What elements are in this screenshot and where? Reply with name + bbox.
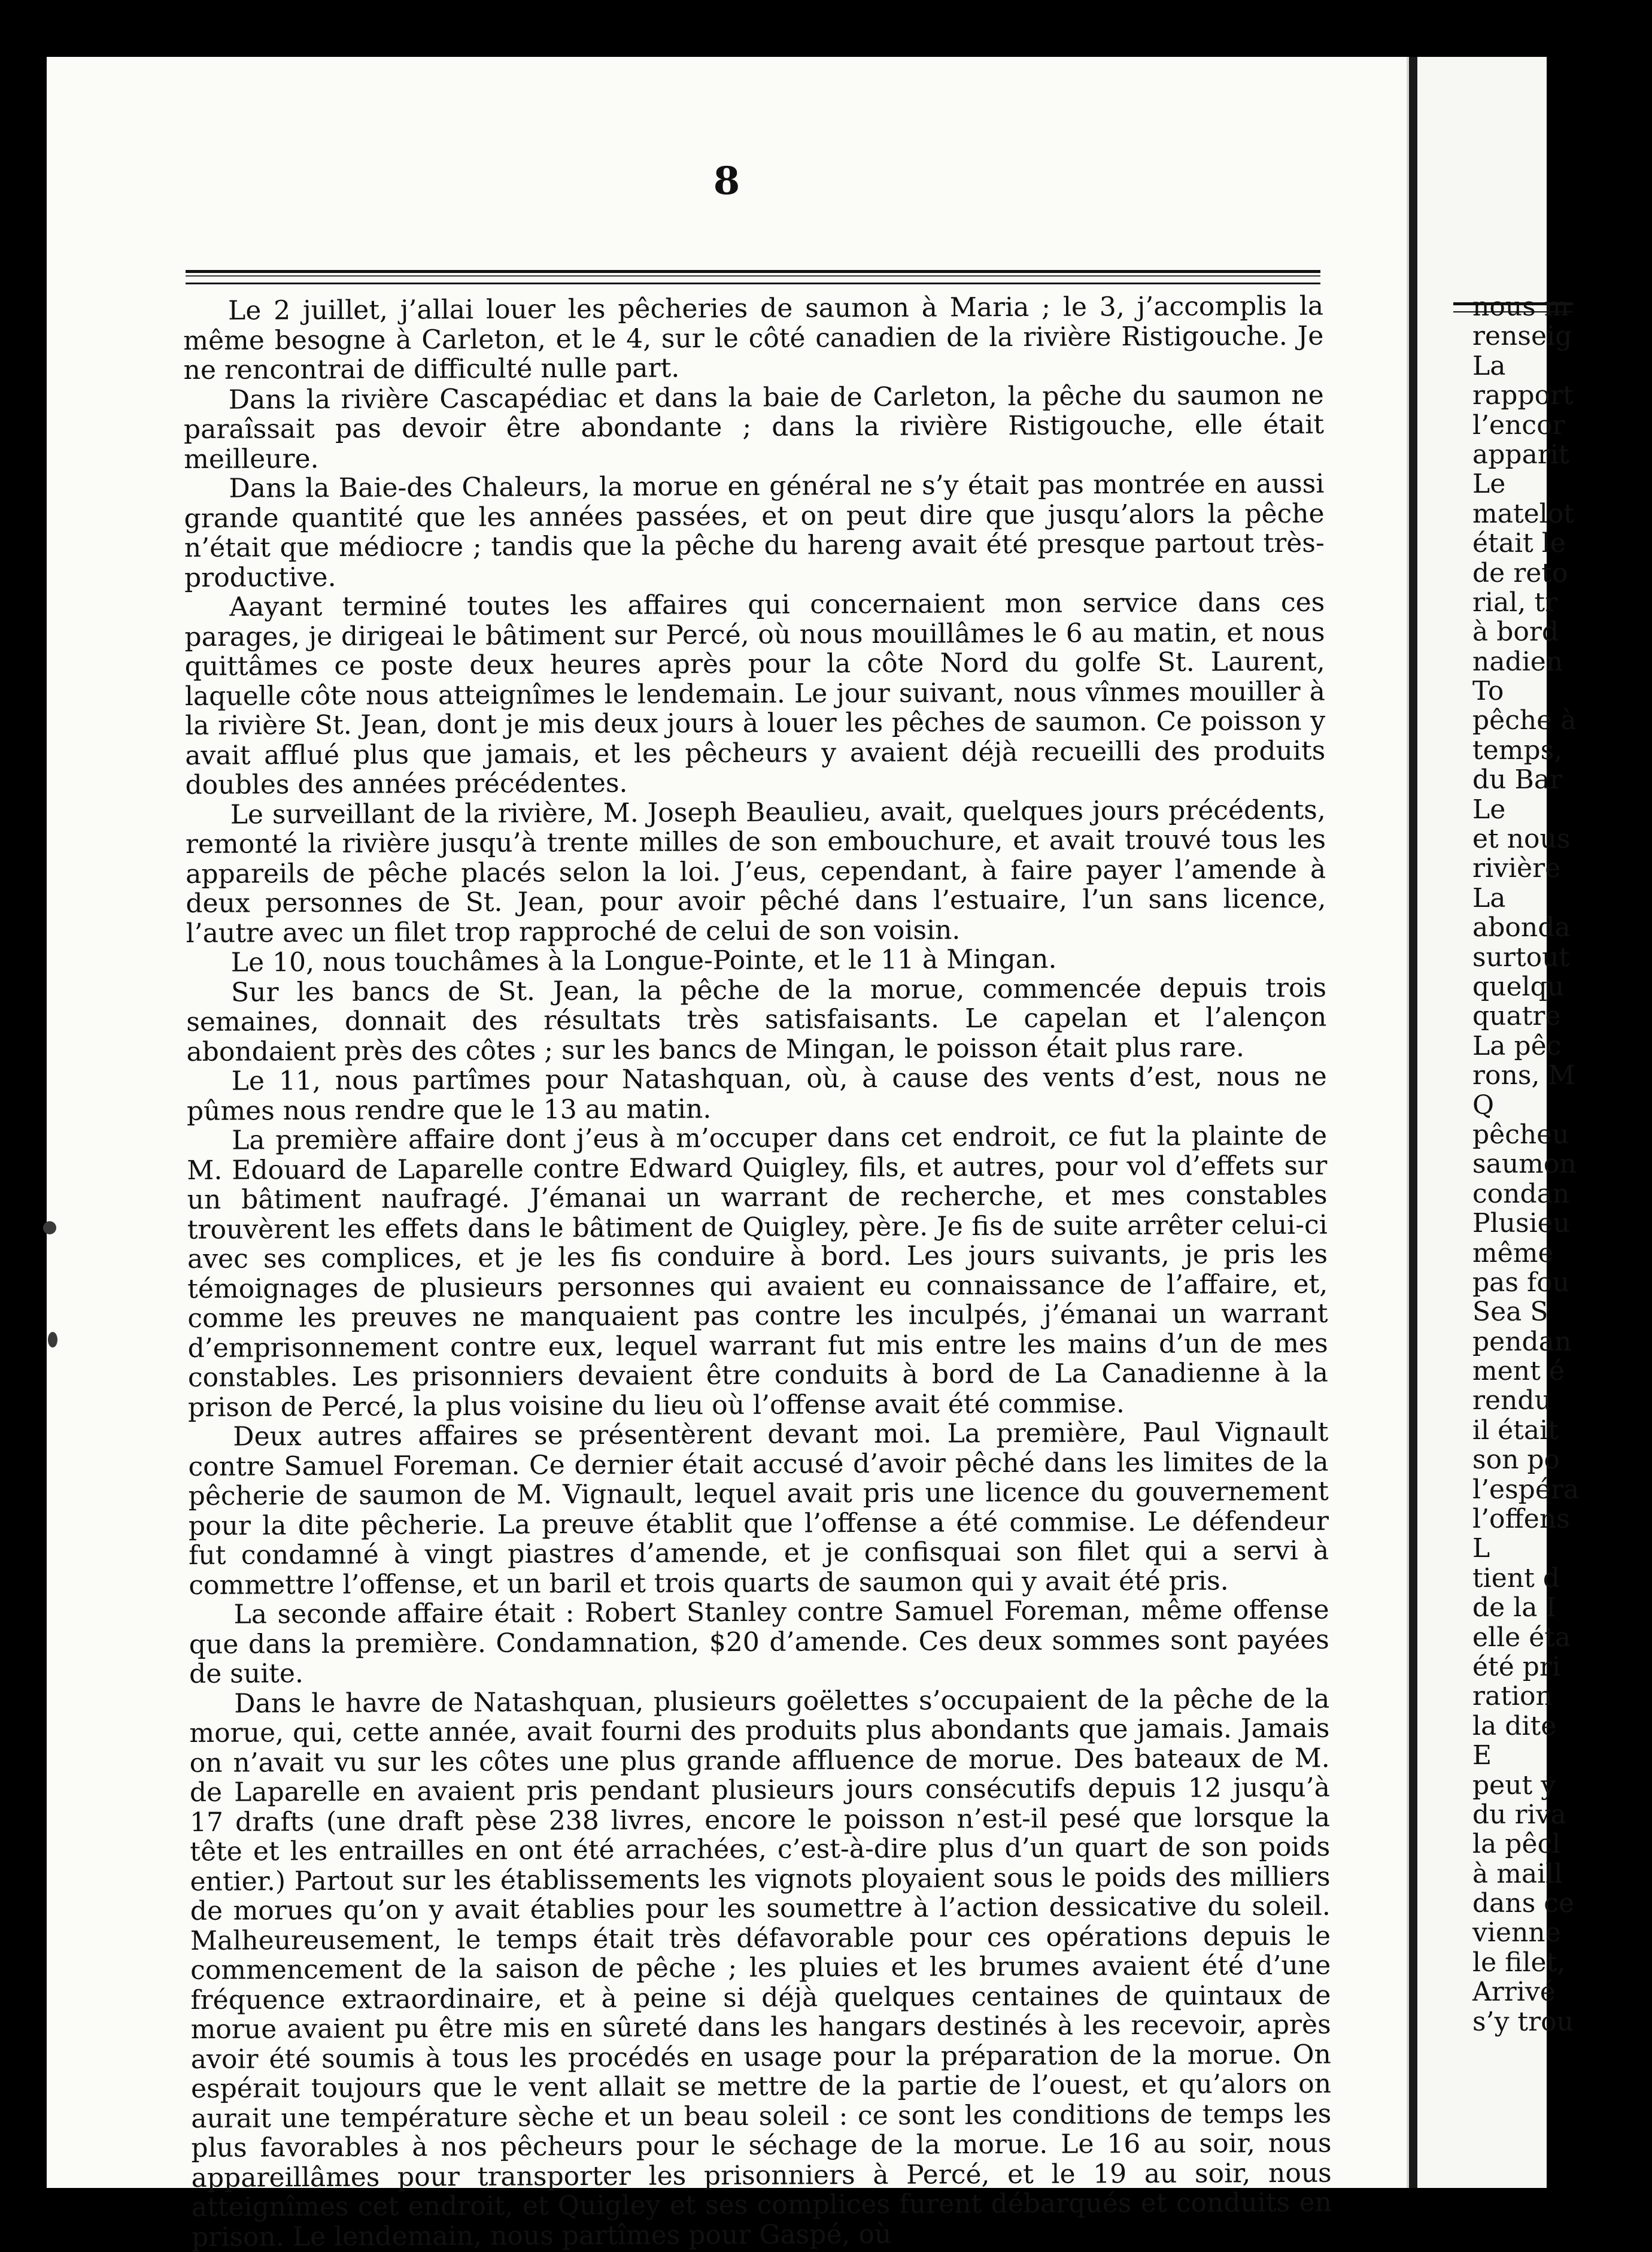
facing-page-line: temps,	[1472, 735, 1563, 766]
facing-page-line: Sea S	[1472, 1297, 1548, 1328]
facing-page-line: La	[1472, 882, 1506, 913]
facing-page-line: rons, M	[1472, 1060, 1575, 1091]
facing-page-line: surtout	[1472, 942, 1570, 973]
paragraph: Aayant terminé toutes les affaires qui concernaient mon service dans ces parages, je dirigeai le bâtiment sur Percé, où nous mouillâmes le 6 au matin, et nous quittâmes ce poste deux heures après pour la côte Nord du golfe St. Laurent, laquelle côte nous atteignîmes le lendemain. Le jour suivant, nous vînmes mouiller à la rivière St. Jean, dont je mis deux jours à louer les pêches de saumon. Ce poisson y avait afflué plus que jamais, et les pêcheurs y avaient déjà recueilli des produits doubles des années précédentes.	[184, 587, 1326, 800]
facing-page-line: abonda	[1472, 912, 1571, 943]
facing-page-line: pendan	[1472, 1326, 1572, 1357]
facing-page-line: à maill	[1472, 1858, 1563, 1889]
facing-page-line: été pri	[1472, 1651, 1561, 1682]
facing-page-line: à bord	[1472, 617, 1559, 648]
facing-page-line: Le	[1472, 794, 1506, 825]
facing-page-line: La pêc	[1472, 1030, 1562, 1061]
paragraph: Dans la Baie-des Chaleurs, la morue en général ne s’y était pas montrée en aussi grande quantité que les années passées, et on peut dire que jusqu’alors la pêche n’était que médiocre ; tandis que la pêche du hareng avait été presque partout très-productive.	[184, 468, 1325, 593]
facing-page-line: peut y	[1472, 1770, 1556, 1801]
book-page-left	[47, 57, 1409, 2252]
paragraph: Dans le havre de Natashquan, plusieurs goëlettes s’occupaient de la pêche de la morue, qui, cette année, avait fourni des produits plus abondants que jamais. Jamais on n’avait vu sur les côtes une plus grande affluence de morue. Des bateaux de M. de Laparelle en avaient pris pendant plusieurs jours consécutifs depuis 12 jusqu’à 17 drafts (une draft pèse 238 livres, encore le poisson n’est-il pesé que lorsque la tête et les entrailles en ont été arrachées, c’est-à-dire plus d’un quart de son poids entier.) Partout sur les établissements les vignots ployaient sous le poids des milliers de morues qu’on y avait établies pour les soumettre à l’action dessicative du soleil. Malheureusement, le temps était très défavorable pour ces opérations depuis le commencement de la saison de pêche ; les pluies et les brumes avaient été d’une fréquence extraordinaire, et à peine si déjà quelques centaines de quintaux de morue avaient pu être mis en sûreté dans les hangars destinés à les recevoir, après avoir été soumis à tous les procédés en usage pour la préparation de la morue. On espérait toujours que le vent allait se mettre de la partie de l’ouest, et qu’alors on aurait une température sèche et un beau soleil : ce sont les conditions de temps les plus favorables à nos pêcheurs pour le séchage de la morue. Le 16 au soir, nous appareillâmes pour transporter les prisonniers à Percé, et le 19 au soir, nous atteignîmes cet endroit, et Quigley et ses complices furent débarqués et conduits en prison. Le lendemain, nous partîmes pour Gaspé, où	[189, 1683, 1332, 2252]
facing-page-line: et nous	[1472, 824, 1571, 855]
facing-page-line: La	[1472, 350, 1506, 381]
facing-page-line: son po	[1472, 1444, 1560, 1476]
facing-page-line: pêche à	[1472, 705, 1577, 736]
facing-page-line: L	[1472, 1533, 1490, 1564]
paragraph: Le 10, nous touchâmes à la Longue-Pointe, et le 11 à Mingan.	[230, 943, 1057, 978]
book-page-right-edge	[1417, 57, 1580, 2188]
facing-page-line: le filet,	[1472, 1947, 1566, 1978]
facing-page-line: pas fou	[1472, 1267, 1570, 1298]
page-body-text	[183, 292, 1332, 2252]
facing-page-line: rial, tr	[1472, 587, 1558, 618]
facing-page-line: du Bar	[1472, 764, 1563, 796]
paragraph: La première affaire dont j’eus à m’occuper dans cet endroit, ce fut la plainte de M. Edouard de Laparelle contre Edward Quigley, fils, et autres, pour vol d’effets sur un bâtiment naufragé. J’émanai un warrant de recherche, et mes constables trouvèrent les effets dans le bâtiment de Quigley, père. Je fis de suite arrêter celui-ci avec ses complices, et je les fis conduire à bord. Les jours suivants, je pris les témoignages de plusieurs personnes qui avaient eu connaissance de l’affaire, et, comme les preuves ne manquaient pas contre les inculpés, j’émanai un warrant d’emprisonnement contre eux, lequel warrant fut mis entre les mains d’un de mes constables. Les prisonniers devaient être conduits à bord de La Canadienne à la prison de Percé, la plus voisine du lieu où l’offense avait été commise.	[187, 1120, 1328, 1423]
facing-page-line: ment é	[1472, 1356, 1565, 1387]
paragraph: Dans la rivière Cascapédiac et dans la baie de Carleton, la pêche du saumon ne paraîssait pas devoir être abondante ; dans la rivière Ristigouche, elle était meilleure.	[183, 380, 1325, 475]
facing-page-line: de reto	[1472, 557, 1568, 588]
facing-page-line: tient d	[1472, 1562, 1560, 1594]
scan-speck	[48, 1332, 57, 1347]
facing-page-line: quelqu	[1472, 971, 1565, 1002]
facing-page-line: vienne	[1472, 1917, 1561, 1949]
page-number: 8	[713, 159, 740, 204]
facing-page-line: Le	[1472, 469, 1506, 500]
header-rule	[186, 270, 1320, 284]
facing-page-line: l’offens	[1472, 1504, 1570, 1535]
facing-page-line: dans ce	[1472, 1888, 1574, 1919]
facing-page-line: l’encor	[1472, 409, 1565, 441]
facing-page-line: renseig	[1472, 321, 1572, 352]
paragraph: Le 2 juillet, j’allai louer les pêcheries de saumon à Maria ; le 3, j’accomplis la même besogne à Carleton, et le 4, sur le côté canadien de la rivière Ristigouche. Je ne rencontrai de difficulté nulle part.	[183, 290, 1324, 386]
facing-page-line: ration	[1472, 1681, 1553, 1712]
paragraph: Sur les bancs de St. Jean, la pêche de la morue, commencée depuis trois semaines, donnait des résultats très satisfaisants. Le capelan et l’alençon abondaient près des côtes ; sur les bancs de Mingan, le poisson était plus rare.	[186, 972, 1327, 1067]
facing-page-line: apparit	[1472, 439, 1569, 470]
facing-page-line: nous m	[1472, 292, 1569, 322]
facing-page-line: E	[1472, 1740, 1492, 1771]
facing-page-line: Plusieu	[1472, 1208, 1571, 1239]
facing-page-line: saumon	[1472, 1149, 1577, 1180]
facing-page-line: Arrivé	[1472, 1977, 1556, 2008]
facing-page-line: rivière	[1472, 853, 1561, 884]
paragraph: La seconde affaire était : Robert Stanley contre Samuel Foreman, même offense que dans la première. Condamnation, $20 d’amende. Ces deux sommes sont payées de suite.	[189, 1594, 1329, 1689]
facing-page-line: rapport	[1472, 380, 1574, 411]
paragraph: Deux autres affaires se présentèrent devant moi. La première, Paul Vignault contre Samuel Foreman. Ce dernier était accusé d’avoir pêché dans les limites de la pêcherie de saumon de M. Vignault, lequel avait pris une licence du gouvernement pour la dite pêcherie. La preuve établit que l’offense a été commise. Le défendeur fut condamné à vingt piastres d’amende, et je confisquai son filet qui a servi à commettre l’offense, et un baril et trois quarts de saumon qui y avait été pris.	[188, 1416, 1329, 1601]
facing-page-line: même	[1472, 1237, 1554, 1268]
facing-page-line: rendu	[1472, 1385, 1551, 1416]
scan-speck	[43, 1221, 56, 1234]
facing-page-line: il était	[1472, 1415, 1559, 1446]
facing-page-line: l’espéra	[1472, 1474, 1580, 1505]
facing-page-line: était le	[1472, 528, 1566, 559]
facing-page-line: nadien	[1472, 646, 1563, 677]
facing-page-line: la dite	[1472, 1710, 1557, 1741]
facing-page-text	[1472, 292, 1652, 2036]
paragraph: Le 11, nous partîmes pour Natashquan, où, à cause des vents d’est, nous ne pûmes nous rendre que le 13 au matin.	[186, 1061, 1327, 1127]
facing-page-line: condan	[1472, 1178, 1570, 1209]
facing-page-line: To	[1472, 676, 1504, 707]
facing-page-line: s’y trou	[1472, 2006, 1574, 2037]
facing-page-line: du riva	[1472, 1799, 1566, 1830]
facing-page-line: matelot	[1472, 498, 1574, 529]
facing-page-line: Q	[1472, 1089, 1495, 1121]
facing-page-line: la pêcl	[1472, 1829, 1561, 1860]
facing-page-line: pêcheu	[1472, 1119, 1569, 1150]
facing-page-line: elle éta	[1472, 1622, 1571, 1653]
book-gutter	[1409, 57, 1417, 2188]
facing-page-line: quatre	[1472, 1001, 1561, 1032]
paragraph: Le surveillant de la rivière, M. Joseph Beaulieu, avait, quelques jours précédents, remonté la rivière jusqu’à trente milles de son embouchure, et avait trouvé tous les appareils de pêche placés selon la loi. J’eus, cependant, à faire payer l’amende à deux personnes de St. Jean, pour avoir pêché dans l’estuaire, l’un sans licence, l’autre avec un filet trop rapproché de celui de son voisin.	[185, 794, 1326, 949]
facing-page-line: de la I	[1472, 1592, 1556, 1623]
